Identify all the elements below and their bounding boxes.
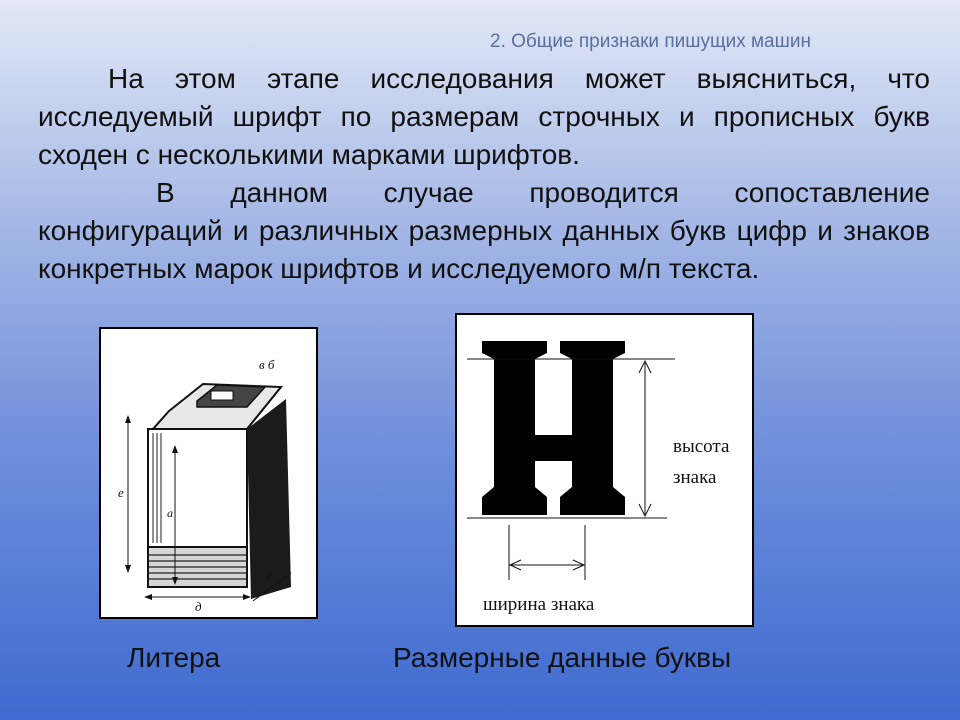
caption-letter-dimensions: Размерные данные буквы xyxy=(393,642,732,673)
letter-h-illustration xyxy=(457,315,752,625)
litera-label-left: е xyxy=(118,485,124,500)
caption-litera: Литера xyxy=(127,642,221,673)
litera-label-center: а xyxy=(167,506,173,520)
body-paragraph-1: На этом этапе исследования может выясниться, что исследуемый шрифт по размерам строчных и прописных букв сходен с несколькими марками шрифтов. xyxy=(38,63,930,170)
body-paragraph-2: В данном случае проводится сопоставление конфигураций и различных размерных данных букв цифр и знаков конкретных марок шрифтов и исследуемого м/п текста. xyxy=(38,177,930,284)
litera-label-top: в б xyxy=(259,357,275,372)
litera-glyph-slot xyxy=(211,391,233,400)
litera-label-bottom: д xyxy=(195,599,202,614)
letter-h-glyph xyxy=(482,341,625,515)
litera-label-right: г xyxy=(267,567,273,582)
letter-h-figure xyxy=(455,313,754,627)
litera-figure xyxy=(99,327,318,619)
height-label-line2: знака xyxy=(673,467,717,488)
slide-subtitle: 2. Общие признаки пишущих машин xyxy=(490,31,811,52)
height-label-line1: высота xyxy=(673,436,730,457)
width-label: ширина знака xyxy=(483,594,595,615)
litera-illustration xyxy=(101,329,316,617)
litera-front-face xyxy=(148,429,247,547)
